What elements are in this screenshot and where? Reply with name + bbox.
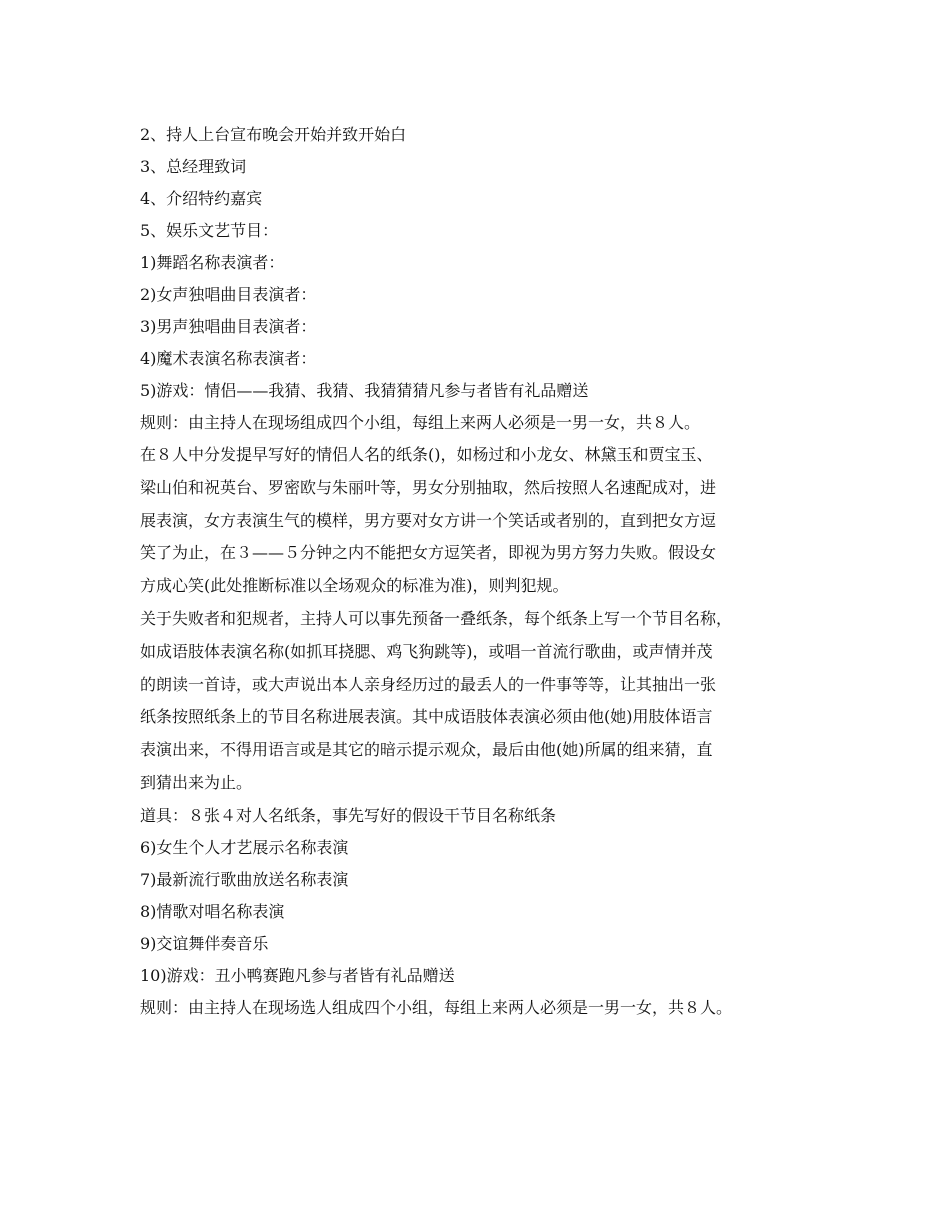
text-line: 6)女生个人才艺展示名称表演 <box>140 837 349 857</box>
paragraph-line: 表演出来，不得用语言或是其它的暗示提示观众，最后由他(她)所属的组来猜，直 <box>140 740 713 760</box>
text-line: 道具：８张４对人名纸条，事先写好的假设干节目名称纸条 <box>140 805 557 825</box>
text-line: 规则：由主持人在现场选人组成四个小组，每组上来两人必须是一男一女，共８人。 <box>140 997 733 1017</box>
text-line: 2、持人上台宣布晚会开始并致开始白 <box>140 125 407 144</box>
text-line: 7)最新流行歌曲放送名称表演 <box>140 869 349 889</box>
paragraph-line: 方成心笑(此处推断标准以全场观众的标准为准)，则判犯规。 <box>140 576 569 596</box>
document-body <box>140 119 830 1024</box>
text-line: 4)魔术表演名称表演者： <box>140 349 317 368</box>
paragraph-line: 梁山伯和祝英台、罗密欧与朱丽叶等，男女分别抽取，然后按照人名速配成对，进 <box>140 477 717 497</box>
text-line: 4、介绍特约嘉宾 <box>140 189 263 208</box>
paragraph-line: 展表演，女方表演生气的模样，男方要对女方讲一个笑话或者别的，直到把女方逗 <box>140 510 717 530</box>
paragraph-line: 关于失败者和犯规者，主持人可以事先预备一叠纸条，每个纸条上写一个节目名称， <box>140 608 733 628</box>
text-line: 5)游戏：情侣——我猜、我猜、我猜猜猜凡参与者皆有礼品赠送 <box>140 381 589 400</box>
text-line: 10)游戏：丑小鸭赛跑凡参与者皆有礼品赠送 <box>140 965 455 985</box>
text-line: 3)男声独唱曲目表演者： <box>140 317 317 336</box>
text-line: 5、娱乐文艺节目： <box>140 221 279 240</box>
paragraph-line: 如成语肢体表演名称(如抓耳挠腮、鸡飞狗跳等)，或唱一首流行歌曲，或声情并茂 <box>140 641 713 661</box>
paragraph-line: 纸条按照纸条上的节目名称进展表演。其中成语肢体表演必须由他(她)用肢体语言 <box>140 707 713 727</box>
paragraph-line: 的朗读一首诗，或大声说出本人亲身经历过的最丢人的一件事等等，让其抽出一张 <box>140 674 717 694</box>
text-line: 1)舞蹈名称表演者： <box>140 253 285 272</box>
text-line: 2)女声独唱曲目表演者： <box>140 285 317 304</box>
paragraph-line: 在８人中分发提早写好的情侣人名的纸条()，如杨过和小龙女、林黛玉和贾宝玉、 <box>140 445 713 464</box>
paragraph-line: 笑了为止，在３——５分钟之内不能把女方逗笑者，即视为男方努力失败。假设女 <box>140 543 717 563</box>
paragraph-line: 到猜出来为止。 <box>140 772 253 792</box>
text-line: 9)交谊舞伴奏音乐 <box>140 933 269 953</box>
text-line: 规则：由主持人在现场组成四个小组，每组上来两人必须是一男一女，共８人。 <box>140 413 701 432</box>
text-line: 8)情歌对唱名称表演 <box>140 901 285 921</box>
text-line: 3、总经理致词 <box>140 157 247 176</box>
